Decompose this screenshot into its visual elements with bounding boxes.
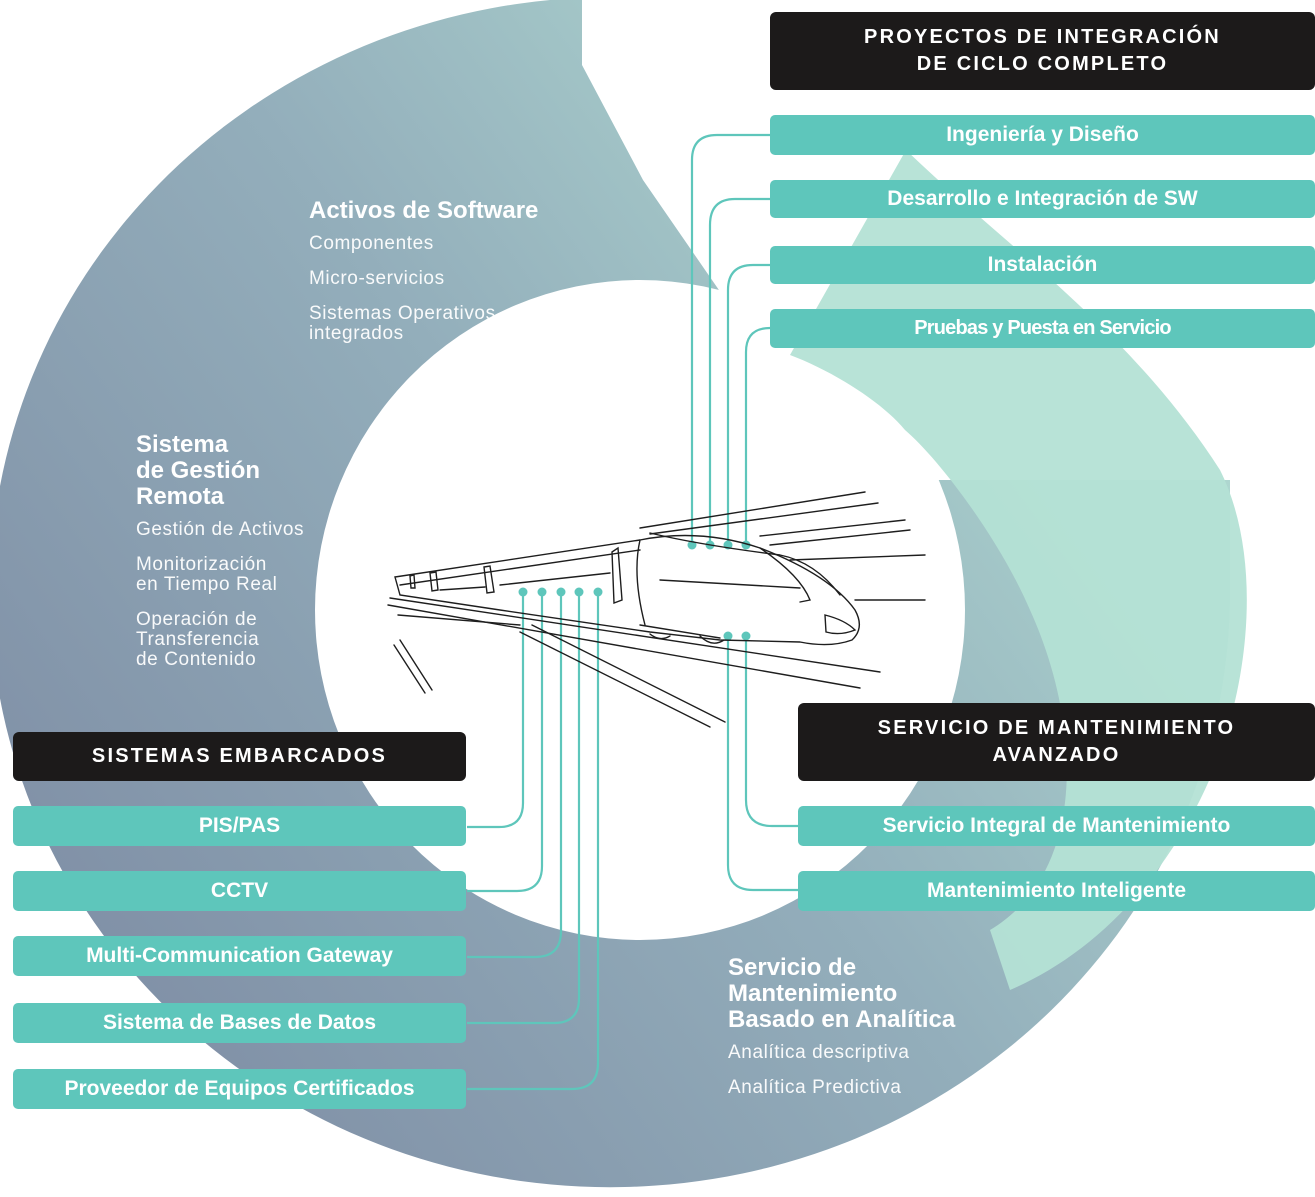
analytics-maintenance-block (728, 955, 1048, 1113)
installation-button[interactable]: Instalación (770, 246, 1315, 284)
remote-item: Monitorización en Tiempo Real (136, 554, 278, 595)
analytics-item: Analítica descriptiva (728, 1042, 910, 1063)
certified-equipment-button[interactable]: Proveedor de Equipos Certificados (13, 1069, 466, 1109)
software-assets-title: Activos de Software (309, 197, 539, 224)
engineering-design-button[interactable]: Ingeniería y Diseño (770, 115, 1315, 155)
remote-management-block (136, 432, 366, 685)
cctv-button[interactable]: CCTV (13, 871, 466, 911)
sw-development-button[interactable]: Desarrollo e Integración de SW (770, 180, 1315, 218)
database-system-button[interactable]: Sistema de Bases de Datos (13, 1003, 466, 1043)
smart-maintenance-button[interactable]: Mantenimiento Inteligente (798, 871, 1315, 911)
integration-projects-header: PROYECTOS DE INTEGRACIÓN DE CICLO COMPLETO (770, 12, 1315, 90)
software-item: Sistemas Operativos integrados (309, 303, 496, 344)
analytics-item: Analítica Predictiva (728, 1077, 902, 1098)
train-icon (388, 492, 925, 727)
gateway-button[interactable]: Multi-Communication Gateway (13, 936, 466, 976)
maintenance-service-header: SERVICIO DE MANTENIMIENTO AVANZADO (798, 703, 1315, 781)
software-assets-block (309, 198, 609, 359)
remote-item: Operación de Transferencia de Contenido (136, 609, 260, 670)
testing-commissioning-button[interactable]: Pruebas y Puesta en Servicio (770, 309, 1315, 348)
software-item: Componentes (309, 233, 434, 254)
onboard-systems-header: SISTEMAS EMBARCADOS (13, 732, 466, 781)
remote-management-title: Sistema de Gestión Remota (136, 431, 261, 510)
connector-dots (519, 541, 751, 641)
software-item: Micro-servicios (309, 268, 445, 289)
integral-maintenance-button[interactable]: Servicio Integral de Mantenimiento (798, 806, 1315, 846)
analytics-maintenance-title: Servicio de Mantenimiento Basado en Analítica (728, 954, 956, 1033)
remote-item: Gestión de Activos (136, 519, 305, 540)
pis-pas-button[interactable]: PIS/PAS (13, 806, 466, 846)
